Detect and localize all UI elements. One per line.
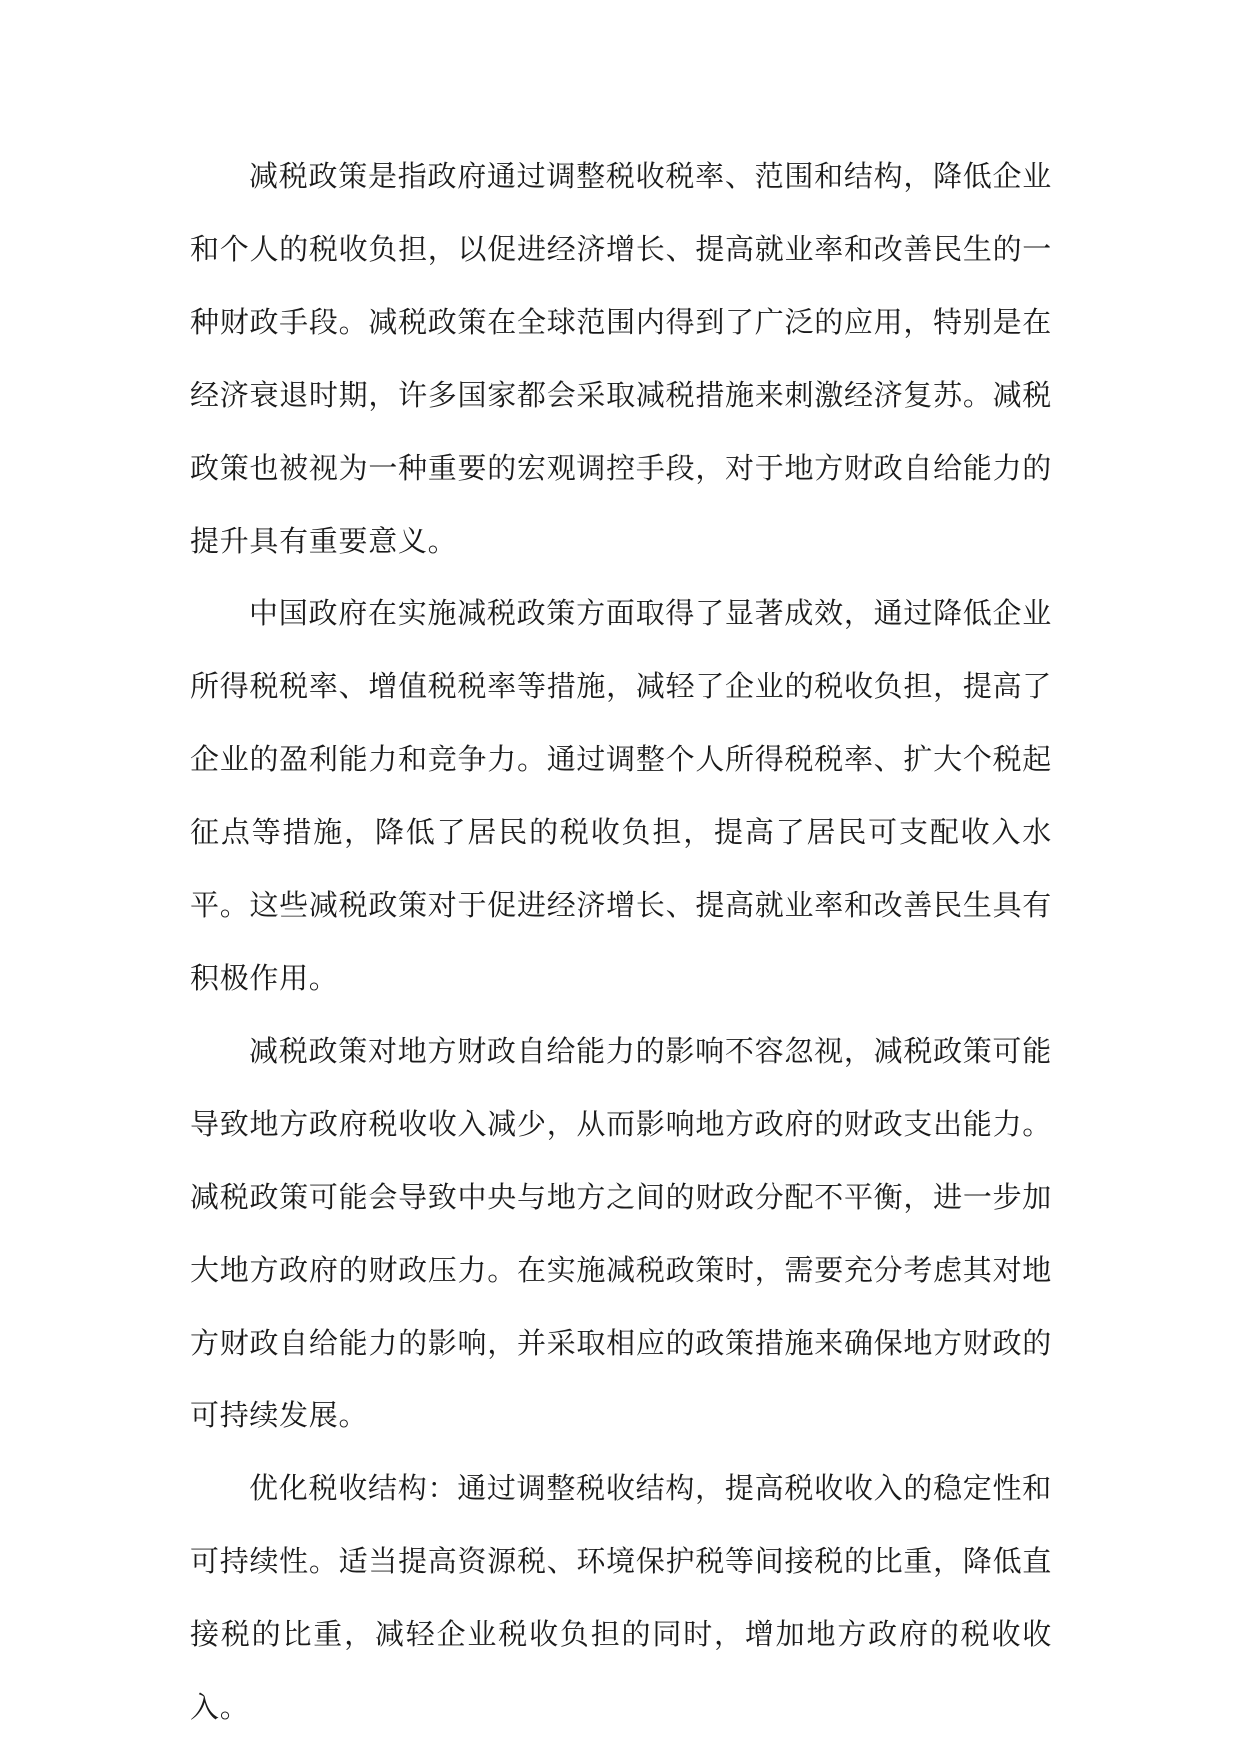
- paragraph-2: 中国政府在实施减税政策方面取得了显著成效，通过降低企业所得税税率、增值税税率等措施，减轻了企业的税收负担，提高了企业的盈利能力和竞争力。通过调整个人所得税税率、扩大个税起征点等措施，降低了居民的税收负担，提高了居民可支配收入水平。这些减税政策对于促进经济增长、提高就业率和改善民生具有积极作用。: [190, 596, 1052, 995]
- paragraph-4: 优化税收结构：通过调整税收结构，提高税收收入的稳定性和可持续性。适当提高资源税、环境保护税等间接税的比重，降低直接税的比重，减轻企业税收负担的同时，增加地方政府的税收收入。: [190, 1471, 1052, 1725]
- document-body: [190, 140, 1052, 1744]
- paragraph-1: 减税政策是指政府通过调整税收税率、范围和结构，降低企业和个人的税收负担，以促进经济增长、提高就业率和改善民生的一种财政手段。减税政策在全球范围内得到了广泛的应用，特别是在经济衰退时期，许多国家都会采取减税措施来刺激经济复苏。减税政策也被视为一种重要的宏观调控手段，对于地方财政自给能力的提升具有重要意义。: [190, 159, 1052, 558]
- paragraph-3: 减税政策对地方财政自给能力的影响不容忽视，减税政策可能导致地方政府税收收入减少，从而影响地方政府的财政支出能力。减税政策可能会导致中央与地方之间的财政分配不平衡，进一步加大地方政府的财政压力。在实施减税政策时，需要充分考虑其对地方财政自给能力的影响，并采取相应的政策措施来确保地方财政的可持续发展。: [190, 1033, 1052, 1433]
